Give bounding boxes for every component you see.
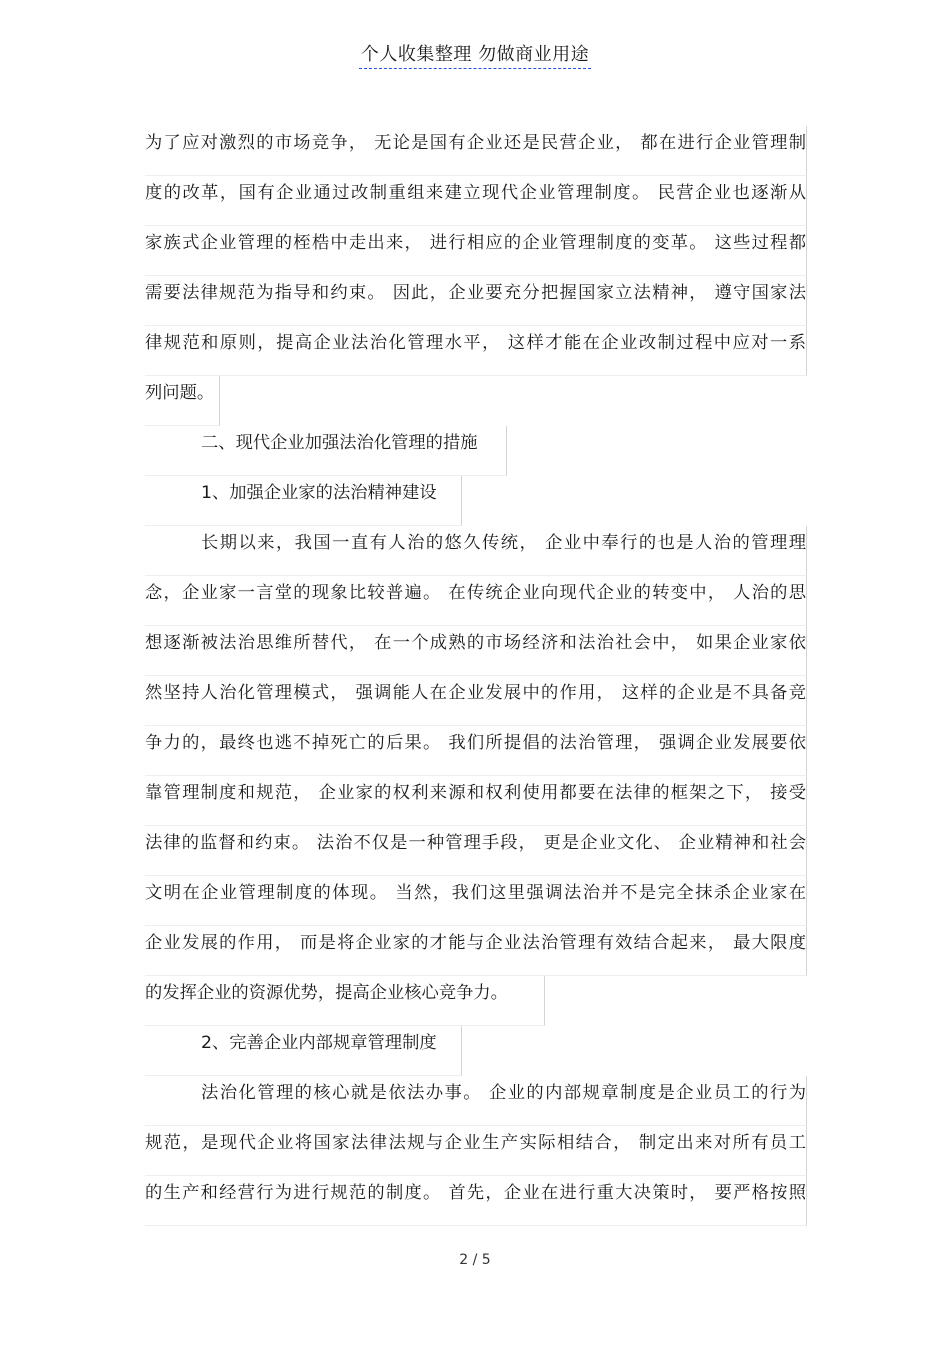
page-header — [0, 40, 950, 66]
text-line: 律规范和原则，提高企业法治化管理水平， 这样才能在企业改制过程中应对一系 — [145, 326, 807, 376]
document-body — [145, 126, 807, 1226]
text-line: 的生产和经营行为进行规范的制度。 首先，企业在进行重大决策时， 要严格按照 — [145, 1176, 807, 1226]
text-line: 文明在企业管理制度的体现。 当然，我们这里强调法治并不是完全抹杀企业家在 — [145, 876, 807, 926]
text-line: 想逐渐被法治思维所替代， 在一个成熟的市场经济和法治社会中， 如果企业家依 — [145, 626, 807, 676]
subsection-heading: 1、加强企业家的法治精神建设 — [145, 476, 462, 526]
text-line: 规范，是现代企业将国家法律法规与企业生产实际相结合， 制定出来对所有员工 — [145, 1126, 807, 1176]
text-line: 为了应对激烈的市场竞争， 无论是国有企业还是民营企业， 都在进行企业管理制 — [145, 126, 807, 176]
text-line: 法律的监督和约束。 法治不仅是一种管理手段， 更是企业文化、 企业精神和社会 — [145, 826, 807, 876]
text-line: 然坚持人治化管理模式， 强调能人在企业发展中的作用， 这样的企业是不具备竞 — [145, 676, 807, 726]
text-line: 靠管理制度和规范， 企业家的权利来源和权利使用都要在法律的框架之下， 接受 — [145, 776, 807, 826]
text-line: 长期以来，我国一直有人治的悠久传统， 企业中奉行的也是人治的管理理 — [145, 526, 807, 576]
text-line: 需要法律规范为指导和约束。 因此，企业要充分把握国家立法精神， 遵守国家法 — [145, 276, 807, 326]
header-text: 个人收集整理 勿做商业用途 — [359, 44, 591, 69]
text-line: 的发挥企业的资源优势，提高企业核心竞争力。 — [145, 976, 545, 1026]
text-line: 企业发展的作用， 而是将企业家的才能与企业法治管理有效结合起来， 最大限度 — [145, 926, 807, 976]
text-line: 家族式企业管理的桎梏中走出来， 进行相应的企业管理制度的变革。 这些过程都 — [145, 226, 807, 276]
subsection-heading: 2、完善企业内部规章管理制度 — [145, 1026, 462, 1076]
text-line: 度的改革，国有企业通过改制重组来建立现代企业管理制度。 民营企业也逐渐从 — [145, 176, 807, 226]
text-line: 列问题。 — [145, 376, 220, 426]
text-line: 法治化管理的核心就是依法办事。 企业的内部规章制度是企业员工的行为 — [145, 1076, 807, 1126]
text-line: 争力的，最终也逃不掉死亡的后果。 我们所提倡的法治管理， 强调企业发展要依 — [145, 726, 807, 776]
section-heading: 二、现代企业加强法治化管理的措施 — [145, 426, 507, 476]
page-number: 2 / 5 — [459, 1252, 491, 1268]
text-line: 念，企业家一言堂的现象比较普遍。 在传统企业向现代企业的转变中， 人治的思 — [145, 576, 807, 626]
